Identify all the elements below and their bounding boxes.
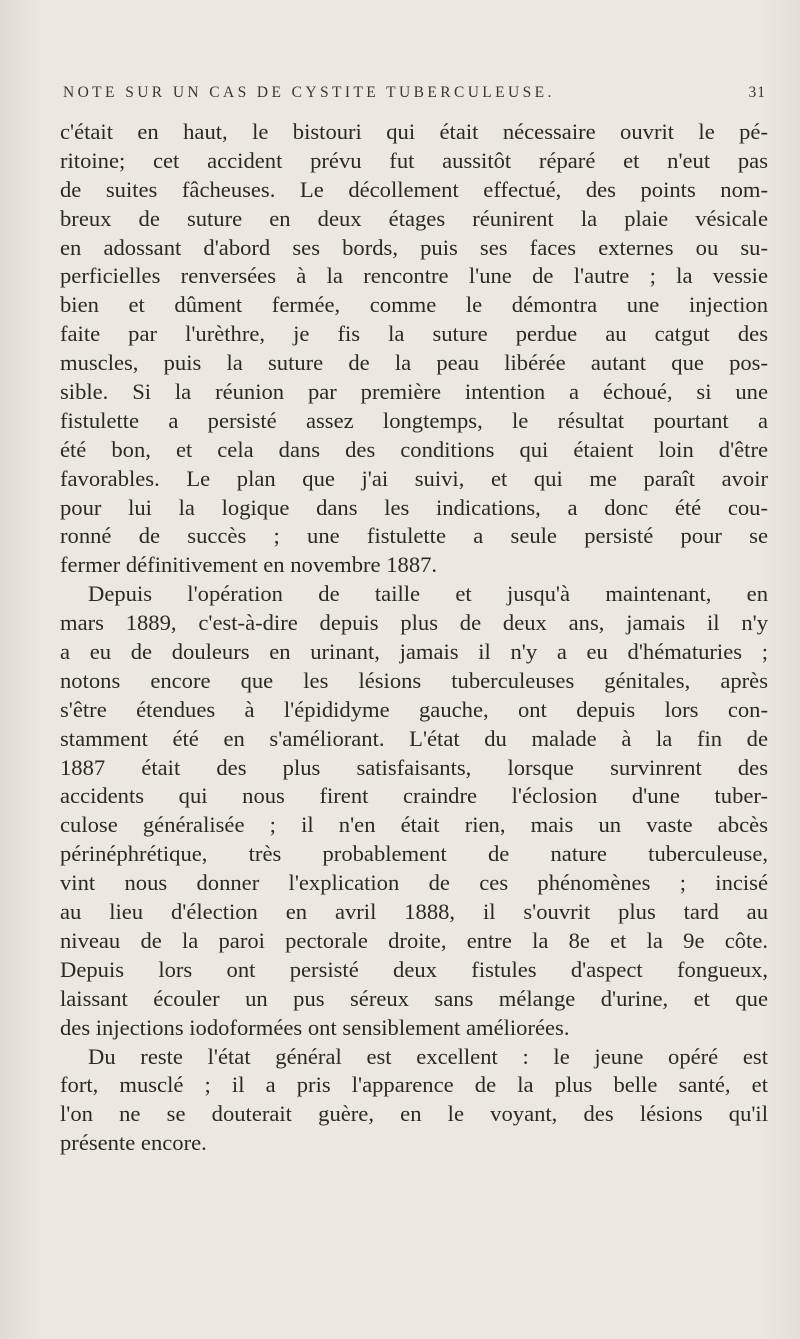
text-line: ronné de succès ; une fistulette a seule persisté pour se <box>60 523 768 549</box>
text-line: laissant écouler un pus séreux sans mélange d'urine, et que <box>60 985 768 1011</box>
text-line: s'être étendues à l'épididyme gauche, ont depuis lors con- <box>60 696 768 722</box>
text-line: Du reste l'état général est excellent : le jeune opéré est <box>88 1043 768 1069</box>
text-line: accidents qui nous firent craindre l'éclosion d'une tuber- <box>60 783 768 809</box>
text-line: 1887 était des plus satisfaisants, lorsque survinrent des <box>60 754 768 780</box>
text-line: favorables. Le plan que j'ai suivi, et qui me paraît avoir <box>60 465 768 491</box>
text-line: notons encore que les lésions tuberculeuses génitales, après <box>60 667 768 693</box>
page-number: 31 <box>748 84 766 101</box>
text-line: bien et dûment fermée, comme le démontra une injection <box>60 292 768 318</box>
running-title: NOTE SUR UN CAS DE CYSTITE TUBERCULEUSE. <box>63 84 555 101</box>
text-line: des injections iodoformées ont sensiblement améliorées. <box>60 1014 570 1040</box>
text-line: fistulette a persisté assez longtemps, le résultat pourtant a <box>60 407 768 433</box>
text-line: stamment été en s'améliorant. L'état du malade à la fin de <box>60 725 768 751</box>
running-head <box>60 84 766 108</box>
text-line: en adossant d'abord ses bords, puis ses faces externes ou su- <box>60 234 768 260</box>
text-line: sible. Si la réunion par première intention a échoué, si une <box>60 379 768 405</box>
text-line: breux de suture en deux étages réunirent la plaie vésicale <box>60 205 768 231</box>
text-line: au lieu d'élection en avril 1888, il s'ouvrit plus tard au <box>60 899 768 925</box>
text-line: a eu de douleurs en urinant, jamais il n'y a eu d'hématuries ; <box>60 639 768 665</box>
text-line: été bon, et cela dans des conditions qui étaient loin d'être <box>60 436 768 462</box>
text-line: pour lui la logique dans les indications, a donc été cou- <box>60 494 768 520</box>
text-line: ritoine; cet accident prévu fut aussitôt réparé et n'eut pas <box>60 147 768 173</box>
text-line: vint nous donner l'explication de ces phénomènes ; incisé <box>60 870 768 896</box>
text-line: l'on ne se douterait guère, en le voyant, des lésions qu'il <box>60 1101 768 1127</box>
text-line: muscles, puis la suture de la peau libérée autant que pos- <box>60 350 768 376</box>
text-line: c'était en haut, le bistouri qui était nécessaire ouvrit le pé- <box>60 119 768 144</box>
text-line: de suites fâcheuses. Le décollement effectué, des points nom- <box>60 176 768 202</box>
text-line: Depuis l'opération de taille et jusqu'à maintenant, en <box>88 581 768 607</box>
text-line: culose généralisée ; il n'en était rien, mais un vaste abcès <box>60 812 768 838</box>
text-line: présente encore. <box>60 1130 207 1156</box>
body-text <box>60 118 768 1158</box>
text-line: périnéphrétique, très probablement de nature tuberculeuse, <box>60 841 768 867</box>
text-line: mars 1889, c'est-à-dire depuis plus de deux ans, jamais il n'y <box>60 610 768 636</box>
text-line: faite par l'urèthre, je fis la suture perdue au catgut des <box>60 321 768 347</box>
text-line: perficielles renversées à la rencontre l'une de l'autre ; la vessie <box>60 263 768 289</box>
text-line: fermer définitivement en novembre 1887. <box>60 552 438 578</box>
text-line: fort, musclé ; il a pris l'apparence de la plus belle santé, et <box>60 1072 768 1098</box>
text-line: Depuis lors ont persisté deux fistules d'aspect fongueux, <box>60 956 768 982</box>
text-line: niveau de la paroi pectorale droite, entre la 8e et la 9e côte. <box>60 927 768 953</box>
